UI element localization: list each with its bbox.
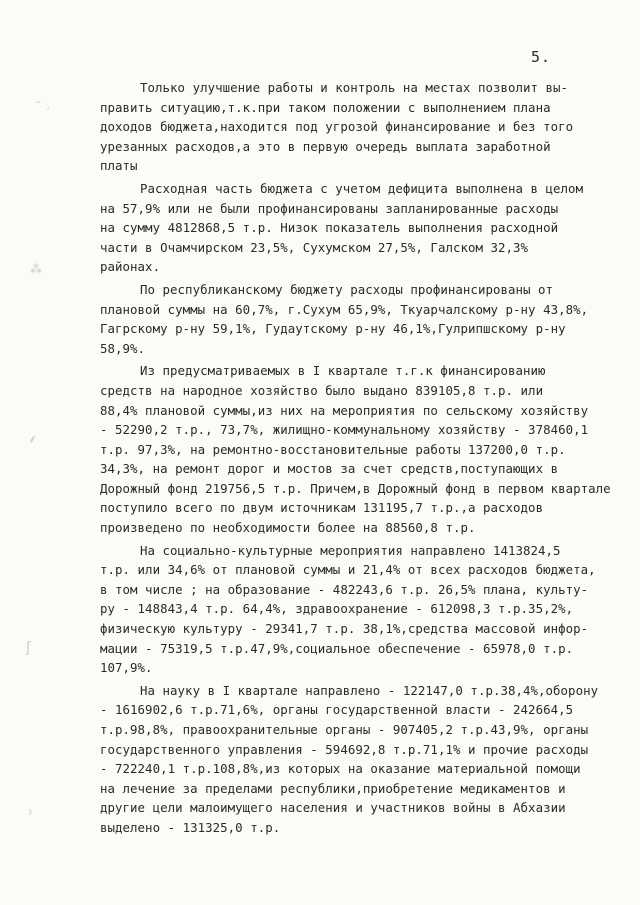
text-line: плановой суммы на 60,7%, г.Сухум 65,9%, Ткуарчалскому р-ну 43,8%, (100, 301, 589, 317)
margin-smudge-icon: ⸙ (28, 432, 38, 446)
text-line: 107,9%. (100, 660, 153, 676)
text-line: физическую культуру - 29341,7 т.р. 38,1%,средства массовой инфор- (100, 621, 589, 637)
text-line: ру - 148843,4 т.р. 64,4%, здравоохранение - 612098,3 т.р.35,2%, (100, 601, 574, 617)
text-line: По республиканскому бюджету расходы профинансированы от (140, 281, 554, 297)
text-line: Расходная часть бюджета с учетом дефицита выполнена в целом (140, 180, 584, 196)
text-line: 88,4% плановой суммы,из них на мероприятия по сельскому хозяйству (100, 402, 589, 418)
text-line: на 57,9% или не были профинансированы запланированные расходы (100, 200, 559, 216)
text-line: т.р. или 34,6% от плановой суммы и 21,4% от всех расходов бюджета, (100, 562, 596, 578)
text-line: мации - 75319,5 т.р.47,9%,социальное обеспечение - 65978,0 т.р. (100, 640, 574, 656)
text-line: Из предусматриваемых в I квартале т.г.к финансированию (140, 363, 546, 379)
text-line: районах. (100, 259, 161, 275)
margin-smudge-icon: ⁂ (30, 262, 42, 276)
text-line: государственного управления - 594692,8 т.р.71,1% и прочие расходы (100, 741, 589, 757)
document-body (0, 78, 640, 838)
text-line: платы (100, 158, 138, 174)
text-line: - 52290,2 т.р., 73,7%, жилищно-коммунальному хозяйству - 378460,1 (100, 422, 589, 438)
text-line: поступило всего по двум источникам 131195,7 т.р.,а расходов (100, 500, 544, 516)
text-line: Только улучшение работы и контроль на местах позволит вы- (140, 80, 569, 95)
text-line: - 1616902,6 т.р.71,6%, органы государственной власти - 242664,5 (100, 702, 574, 718)
text-line: править ситуацию,т.к.при таком положении с выполнением плана (100, 99, 551, 115)
text-line: 58,9%. (100, 340, 146, 356)
text-line: т.р.98,8%, правоохранительные органы - 907405,2 т.р.43,9%, органы (100, 722, 589, 737)
text-line: на сумму 4812868,5 т.р. Низок показатель выполнения расходной (100, 220, 559, 236)
text-line: 34,3%, на ремонт дорог и мостов за счет средств,поступающих в (100, 461, 559, 477)
text-line: доходов бюджета,находится под угрозой финансирование и без того (100, 119, 574, 135)
text-line: другие цели малоимущего населения и участников войны в Абхазии (100, 800, 566, 816)
text-line: части в Очамчирском 23,5%, Сухумском 27,5%, Галском 32,3% (100, 239, 529, 255)
page-number: 5. (531, 48, 552, 66)
margin-smudge-icon: ʃ (26, 640, 31, 656)
text-line: произведено по необходимости более на 88560,8 т.р. (100, 520, 476, 536)
text-line: На социально-культурные мероприятия направлено 1413824,5 (140, 542, 561, 558)
text-line: в том числе ; на образование - 482243,6 т.р. 26,5% плана, культу- (100, 581, 589, 597)
text-line: выделено - 131325,0 т.р. (100, 819, 281, 835)
text-line: на лечение за пределами республики,приобретение медикаментов и (100, 780, 566, 796)
text-line: средств на народное хозяйство было выдано 839105,8 т.р. или (100, 382, 544, 398)
text-line: На науку в I квартале направлено - 122147,0 т.р.38,4%,оборону (140, 682, 599, 698)
text-line: Дорожный фонд 219756,5 т.р. Причем,в Дорожный фонд в первом квартале (100, 480, 611, 496)
text-line: т.р. 97,3%, на ремонтно-восстановительные работы 137200,0 т.р. (100, 441, 566, 457)
text-line: Гагрскому р-ну 59,1%, Гудаутскому р-ну 46,1%,Гулрипшскому р-ну (100, 321, 566, 337)
text-line: урезанных расходов,а это в первую очередь выплата заработной (100, 138, 551, 154)
text-line: - 722240,1 т.р.108,8%,из которых на оказание материальной помощи (100, 761, 581, 777)
margin-smudge-icon: ˀ (28, 808, 33, 822)
margin-smudge-icon: ᵕ ˏ (36, 96, 51, 110)
